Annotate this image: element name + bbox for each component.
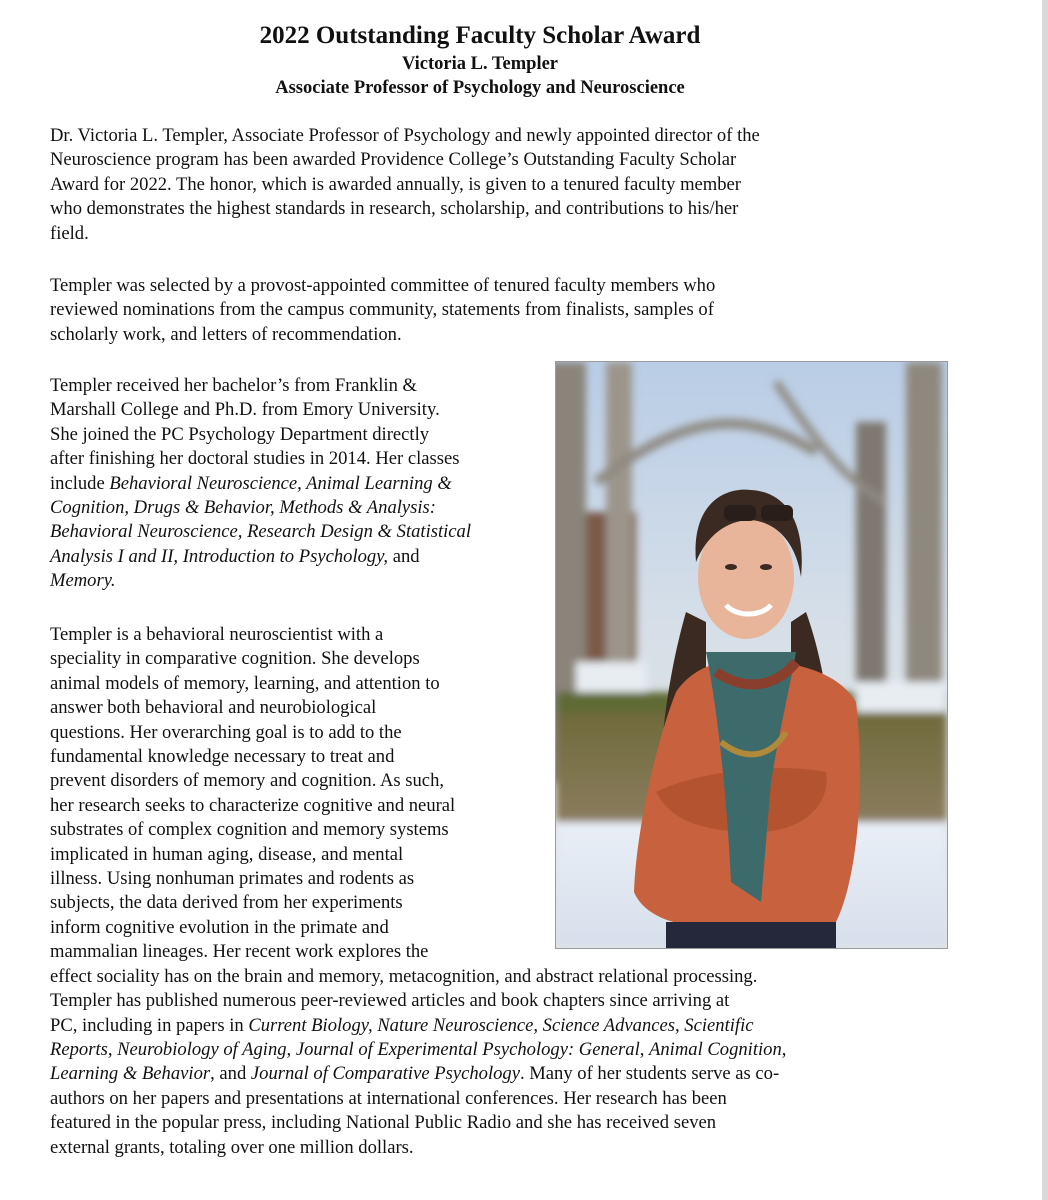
- course-list: Analysis I and II, Introduction to Psychology,: [50, 545, 389, 567]
- document-header: [200, 20, 760, 100]
- recipient-position: Associate Professor of Psychology and Neuroscience: [275, 78, 685, 98]
- text-line: her research seeks to characterize cognitive and neural: [50, 794, 456, 816]
- paragraph-award-announcement: [50, 124, 930, 246]
- text-line: Dr. Victoria L. Templer, Associate Professor of Psychology and newly appointed director of the: [50, 125, 760, 146]
- text-line: scholarly work, and letters of recommendation.: [50, 323, 402, 345]
- text-line: fundamental knowledge necessary to treat and: [50, 746, 395, 768]
- portrait-illustration: [556, 362, 947, 948]
- text-line: subjects, the data derived from her experiments: [50, 892, 403, 914]
- course-list: Memory.: [50, 570, 116, 592]
- paragraph-selection: [50, 274, 930, 347]
- text-line: questions. Her overarching goal is to add to the: [50, 721, 402, 743]
- text-line: [50, 1038, 930, 1062]
- text-line: featured in the popular press, including National Public Radio and she has received seven: [50, 1112, 717, 1134]
- text-line: animal models of memory, learning, and attention to: [50, 672, 440, 694]
- text-line: Marshall College and Ph.D. from Emory University.: [50, 399, 440, 421]
- text-line: speciality in comparative cognition. She develops: [50, 648, 420, 670]
- text-line: effect sociality has on the brain and memory, metacognition, and abstract relational processing.: [50, 965, 758, 987]
- text-line: inform cognitive evolution in the primate and: [50, 916, 389, 938]
- text-line: field.: [50, 222, 89, 244]
- text-run: include: [50, 472, 110, 494]
- paragraph-education: [50, 374, 540, 594]
- course-list: Behavioral Neuroscience, Animal Learning &: [109, 472, 452, 494]
- text-run: ,: [781, 1038, 787, 1060]
- text-line: [50, 496, 540, 520]
- text-line: authors on her papers and presentations at international conferences. Her research has been: [50, 1087, 727, 1109]
- text-line: prevent disorders of memory and cognition. As such,: [50, 770, 445, 792]
- text-line: illness. Using nonhuman primates and rodents as: [50, 868, 415, 890]
- page-edge-shadow: [1042, 0, 1048, 1200]
- text-line: substrates of complex cognition and memory systems: [50, 819, 449, 841]
- text-line: who demonstrates the highest standards in research, scholarship, and contributions to his/her: [50, 198, 739, 220]
- portrait-photo: [555, 361, 948, 949]
- text-run: PC, including in papers in: [50, 1014, 249, 1036]
- award-title: 2022 Outstanding Faculty Scholar Award: [259, 22, 701, 49]
- text-line: [50, 545, 540, 569]
- text-line: Templer has published numerous peer-reviewed articles and book chapters since arriving at: [50, 990, 730, 1012]
- text-line: answer both behavioral and neurobiological: [50, 697, 377, 719]
- text-run: , and: [210, 1063, 251, 1085]
- text-line: reviewed nominations from the campus community, statements from finalists, samples of: [50, 299, 714, 321]
- journal-list: Reports, Neurobiology of Aging, Journal of Experimental Psychology: General: [50, 1038, 640, 1060]
- text-run: and: [388, 545, 420, 567]
- text-line: external grants, totaling over one million dollars.: [50, 1136, 414, 1158]
- text-line: Award for 2022. The honor, which is awarded annually, is given to a tenured faculty member: [50, 173, 741, 195]
- text-line: [50, 520, 540, 544]
- text-line: [50, 569, 540, 593]
- text-line: mammalian lineages. Her recent work explores the: [50, 941, 429, 963]
- text-line: Neuroscience program has been awarded Providence College’s Outstanding Faculty Scholar: [50, 149, 737, 171]
- text-run: ,: [639, 1038, 650, 1060]
- journal-list: Learning & Behavior: [50, 1063, 211, 1085]
- text-line: [50, 1014, 930, 1038]
- text-line: implicated in human aging, disease, and mental: [50, 843, 404, 865]
- text-line: [50, 472, 540, 496]
- course-list: Behavioral Neuroscience, Research Design & Statistical: [50, 521, 472, 543]
- journal-list: Animal Cognition: [649, 1038, 782, 1060]
- journal-list: Journal of Comparative Psychology: [250, 1063, 520, 1085]
- text-line: after finishing her doctoral studies in 2014. Her classes: [50, 448, 460, 470]
- recipient-name: Victoria L. Templer: [401, 54, 559, 74]
- text-line: [50, 1062, 930, 1086]
- text-run: . Many of her students serve as co-: [519, 1063, 780, 1085]
- text-line: Templer was selected by a provost-appointed committee of tenured faculty members who: [50, 275, 716, 296]
- text-line: She joined the PC Psychology Department directly: [50, 423, 430, 445]
- journal-list: Current Biology, Nature Neuroscience, Science Advances, Scientific: [248, 1014, 754, 1036]
- course-list: Cognition, Drugs & Behavior, Methods & Analysis:: [50, 497, 436, 519]
- text-line: Templer is a behavioral neuroscientist with a: [50, 624, 384, 645]
- text-line: Templer received her bachelor’s from Franklin &: [50, 375, 417, 396]
